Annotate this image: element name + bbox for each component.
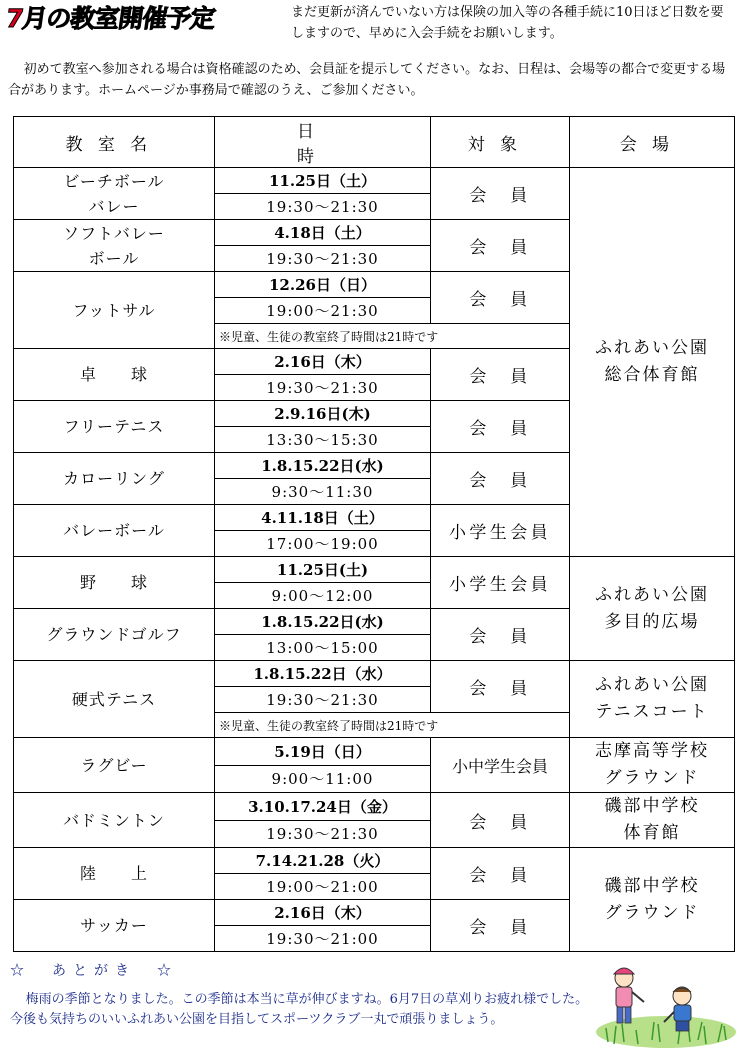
class-name: ソフトバレー ボール <box>14 220 215 272</box>
class-name: ラグビー <box>14 738 215 793</box>
class-time: 19:30～21:30 <box>215 246 431 272</box>
class-time: 19:30～21:30 <box>215 194 431 220</box>
class-days: 2.16日（木） <box>215 349 431 375</box>
class-target: 会 員 <box>431 900 570 952</box>
class-target: 小中学生会員 <box>431 738 570 793</box>
venue-cell: ふれあい公園 テニスコート <box>570 661 735 738</box>
class-days: 2.9.16日(木) <box>215 401 431 427</box>
class-days: 1.8.15.22日(水) <box>215 609 431 635</box>
class-target: 小学生会員 <box>431 505 570 557</box>
class-time: 9:00～12:00 <box>215 583 431 609</box>
class-target: 会 員 <box>431 609 570 661</box>
class-time: 19:30～21:30 <box>215 820 431 848</box>
table-row <box>14 848 735 874</box>
class-time: 17:00～19:00 <box>215 531 431 557</box>
table-row <box>14 661 735 687</box>
table-row <box>14 557 735 583</box>
venue-cell: ふれあい公園 多目的広場 <box>570 557 735 661</box>
class-note: ※児童、生徒の教室終了時間は21時です <box>215 324 570 349</box>
class-note: ※児童、生徒の教室終了時間は21時です <box>215 713 570 738</box>
class-target: 会 員 <box>431 661 570 713</box>
class-name: バレーボール <box>14 505 215 557</box>
table-row <box>14 168 735 194</box>
class-days: 1.8.15.22日（水） <box>215 661 431 687</box>
class-days: 4.18日（土） <box>215 220 431 246</box>
class-target: 会 員 <box>431 168 570 220</box>
venue-cell: ふれあい公園 総合体育館 <box>570 168 735 557</box>
atogaki-body: 梅雨の季節となりました。この季節は本当に草が伸びますね。6月7日の草刈りお疲れ様でした。今後も気持ちのいいふれあい公園を目指してスポーツクラブ一丸で頑張りましょう。 <box>10 992 589 1027</box>
header-datetime: 日時 <box>215 117 431 168</box>
class-days: 3.10.17.24日（金） <box>215 793 431 821</box>
class-days: 12.26日（日） <box>215 272 431 298</box>
class-name: 卓 球 <box>14 349 215 401</box>
class-target: 会 員 <box>431 793 570 848</box>
class-target: 会 員 <box>431 349 570 401</box>
intro-paragraph-2: 初めて教室へ参加される場合は資格確認のため、会員証を提示してください。なお、日程は、会場等の都合で変更する場合があります。ホームページか事務局で確認のうえ、ご参加ください。 <box>8 62 726 98</box>
header-venue: 会場 <box>570 117 735 168</box>
venue-cell: 磯部中学校 グラウンド <box>570 848 735 952</box>
class-name: グラウンドゴルフ <box>14 609 215 661</box>
class-days: 4.11.18日（土） <box>215 505 431 531</box>
class-target: 会 員 <box>431 220 570 272</box>
header-name: 教室名 <box>14 117 215 168</box>
class-time: 13:00～15:00 <box>215 635 431 661</box>
class-time: 9:00～11:00 <box>215 765 431 793</box>
class-time: 19:00～21:00 <box>215 874 431 900</box>
class-days: 1.8.15.22日(水) <box>215 453 431 479</box>
class-time: 19:30～21:30 <box>215 687 431 713</box>
class-target: 会 員 <box>431 401 570 453</box>
class-name: ビーチボール バレー <box>14 168 215 220</box>
class-time: 19:30～21:00 <box>215 926 431 952</box>
table-row <box>14 793 735 821</box>
class-target: 小学生会員 <box>431 557 570 609</box>
class-target: 会 員 <box>431 272 570 324</box>
class-time: 9:30～11:30 <box>215 479 431 505</box>
class-name: バドミントン <box>14 793 215 848</box>
class-name: フットサル <box>14 272 215 349</box>
page-title: 7月の教室開催予定 <box>4 4 217 33</box>
class-time: 19:30～21:30 <box>215 375 431 401</box>
class-days: 11.25日（土） <box>215 168 431 194</box>
class-name: カローリング <box>14 453 215 505</box>
header-row <box>14 117 735 168</box>
grass-cutting-children-icon <box>594 962 739 1050</box>
venue-cell: 磯部中学校 体育館 <box>570 793 735 848</box>
class-name: サッカー <box>14 900 215 952</box>
class-target: 会 員 <box>431 848 570 900</box>
class-name: 野 球 <box>14 557 215 609</box>
class-name: 硬式テニス <box>14 661 215 738</box>
intro-text-1: まだ更新が済んでいない方は保険の加入等の各種手続に10日ほど日数を要しますので、早めに入会手続をお願いします。 <box>291 5 724 41</box>
class-time: 19:00～21:30 <box>215 298 431 324</box>
class-name: フリーテニス <box>14 401 215 453</box>
class-days: 7.14.21.28（火） <box>215 848 431 874</box>
class-days: 5.19日（日） <box>215 738 431 766</box>
class-days: 11.25日(土) <box>215 557 431 583</box>
atogaki-title: ☆ あとがき ☆ <box>10 963 178 979</box>
schedule-table <box>13 116 735 952</box>
header-target: 対象 <box>431 117 570 168</box>
venue-cell: 志摩高等学校 グラウンド <box>570 738 735 793</box>
table-row <box>14 738 735 766</box>
class-time: 13:30～15:30 <box>215 427 431 453</box>
class-name: 陸 上 <box>14 848 215 900</box>
intro-paragraph-1 <box>8 2 736 44</box>
class-target: 会 員 <box>431 453 570 505</box>
class-days: 2.16日（木） <box>215 900 431 926</box>
